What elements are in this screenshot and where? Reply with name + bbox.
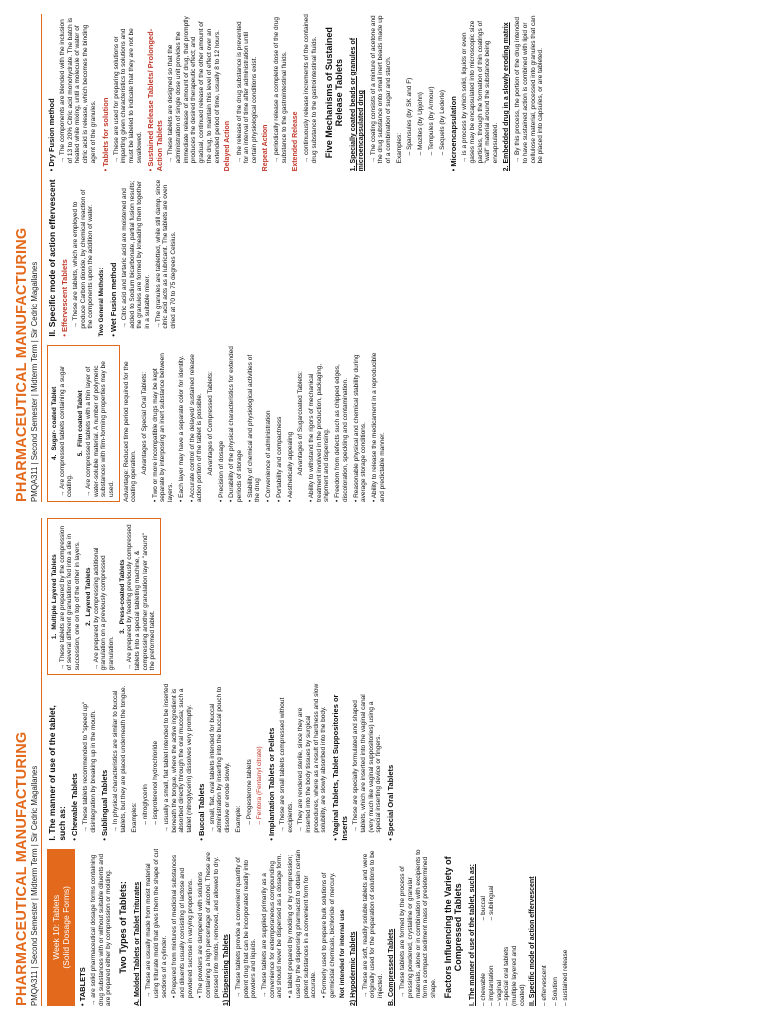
microencapsulation-text: → is a process by which solid, liquids or even gases may be encapsulated into microscopic size particles, through the formation of thin coatings of "wall" material around the substance being encapsulated. — [461, 20, 500, 164]
list-item: – nitroglycerin — [141, 784, 149, 825]
week-banner: Week 10: Tablets (Solid Dosage Forms) — [47, 849, 75, 1006]
hypodermic-tablets-heading: 2) Hypodermic Tablets — [350, 931, 358, 1006]
buccal-heading: • Buccal Tablets — [197, 683, 206, 840]
manner-of-use-section-heading: I. The manner of use of the tablet, such as: — [47, 705, 67, 841]
tablets-for-solution-text: → These are used for preparing solutions or imparting given characteristics to solutions and must be labeled to indicate that they are not be swallowed. — [112, 28, 143, 164]
sublingual-text-1: → In physical characteristics are similar to buccal tablets, but they are placed underneath the tongue. — [112, 685, 128, 833]
item-title: Layered Tablets — [84, 567, 92, 617]
page-one — [14, 518, 758, 1006]
two-types-heading: Two Types of Tablets: — [118, 881, 129, 974]
dispensing-text-4: • Formerly used to prepare bulk solutions of germicidal chemicals, bichloride of mercury. — [320, 872, 336, 998]
dispensing-text-3: • a tablet prepared by molding or by compression; used by the dispensing pharmacist to obtain certain potent substances in a convenient form for accurate. — [287, 849, 318, 998]
five-mechanisms-heading: Five Mechanisms of Sustained Release Tablets — [323, 27, 345, 159]
list-item: • Aesthetically appealing — [286, 431, 294, 502]
list-item: – Mozites (by Upjohn) — [417, 92, 425, 156]
molded-tablets-heading: A. Molded Tablets or Tablet Triturates — [133, 881, 141, 1006]
extended-release-text: → continuously release increments of the contained drug substance to the gastrointestinal fluids. — [303, 14, 318, 164]
list-item: • Stability of chemical and physiological activities of the drug — [246, 354, 262, 502]
molded-text-1: → These are usually made from moist material using triturate mold that gives them the shape of cut sections of a cylinder. — [145, 848, 168, 998]
dispensing-tablets-heading: 1) Dispensing Tablets — [223, 934, 231, 1006]
buccal-text: → small, flat, oval tablets intended for buccal administration by inserting into the buccal pouch to dissolve or erode slowly. — [208, 686, 232, 833]
adv-compressed-heading: Advantages of Compressed Tablets: — [206, 371, 214, 476]
list-item: – chewable — [480, 973, 488, 1006]
list-item: • Precision of dosage — [217, 440, 225, 502]
layered-heading — [85, 523, 93, 670]
vaginal-text: → These are specially formulated and shaped tablets, which are inserted into the vaginal canal (very much like vaginal suppositories) using a special inserting device or fingers. — [352, 694, 383, 833]
list-item: – effervescent — [540, 965, 548, 1006]
sugar-coated-heading — [51, 350, 59, 497]
list-item: • Convenience of administration — [265, 410, 273, 502]
item-title: Film coated Tablet — [77, 390, 85, 447]
examples-label: Examples: — [395, 132, 403, 164]
item-title: Sugar- coated Tablet — [51, 386, 58, 451]
item-number: 5. — [77, 450, 85, 457]
item-title: Press-coated Tablets — [118, 559, 126, 625]
chewable-text: → These tablets recommended to "speed up" disintegration by breaking up in the mouth. — [82, 701, 97, 833]
list-item: • Accurate control of the delayed/ sustained release action portion of the tablet is possible. — [188, 354, 204, 502]
item-number: 2. — [84, 620, 92, 626]
list-item: • Portability and compactness — [275, 416, 283, 502]
dispensing-text-1: → These tablets provide a convenient quantity of potent drug that can be incorporated readily into powders and liquids. — [234, 857, 258, 998]
list-item: – sublingual — [487, 885, 495, 921]
dispensing-text-5: Not intended for internal use — [339, 909, 347, 998]
list-item: – buccal — [480, 896, 488, 921]
advantage-text: Advantage: Reduced time period required for the coating operation. — [122, 361, 138, 502]
film-coated-heading — [77, 350, 85, 497]
page-two — [14, 14, 758, 502]
press-coated-heading — [119, 523, 127, 670]
multiple-layered-text: → These tablets are prepared by the compression of several different granulations fed into a die in succession, one on top of the other in layers. — [58, 525, 82, 671]
vaginal-heading: • Vaginal Tablets, Tablet Suppositories or Inserts — [331, 683, 349, 840]
effervescent-text: → These are tablets, which are employed to produce Carbon dioxide, by chemical reaction of the components upon the addition of water. — [72, 189, 95, 329]
page-one-column-1 — [47, 849, 758, 1006]
repeat-action-text: → periodically release a complete dose of the drug substance to the gastrointestinal fluids. — [273, 17, 289, 164]
adv-special-heading: Advantages of Special Oral Tablets: — [141, 371, 149, 475]
delayed-action-text: → the release of the drug substance is prevented for an interval of time after administration until certain physiological conditions exist. — [235, 21, 259, 164]
implantation-heading: • Implantation Tablets or Pellets — [267, 683, 276, 840]
special-oral-heading: • Special Oral Tablets — [386, 683, 395, 840]
dry-fusion-text: → The components are blended with the inclusion of 13 to 20% Citric acid monohydrate. The batch is heated while mixing, until a molecule of water of citric acid is release, which becomes the binding agent of the granules. — [59, 17, 97, 164]
wet-fusion-text-2: →The granules are tabletted, while still damp, since citric acid acts as a lubricant. The tablets are oven dried at 70 to 75 degrees Celsius. — [154, 179, 178, 329]
list-item: – Fentora (Fentanyl citrate) — [256, 746, 264, 825]
list-item: – special oral tablets (multiple layered and coated) — [503, 945, 526, 1006]
sustained-release-heading: • Sustained Release Tablets/ Prolonged-Action Tablets — [146, 14, 164, 171]
delayed-action-heading: Delayed Action — [224, 121, 232, 172]
dispensing-text-2: → These tablets are supplied primarily as a convenience for extemporaneous compounding and should never be dispensed as a dosage form. — [261, 853, 284, 998]
compressed-tablets-heading: B. Compressed Tablets — [387, 928, 395, 1006]
repeat-action-heading: Repeat Action — [261, 124, 269, 172]
page-one-columns — [47, 518, 758, 1006]
page-subtitle: PMQA311 | Second Semester | Midterm Term | Sir Cedric Magallanes — [30, 518, 42, 1006]
sustained-release-text: → These tablets are designed so that the administration of single dose unit provides the immediate release of amount of drug, that promptly produces the desired therapeutic effect; and gradual, continued release of the other amount of the drug, to maintain this level of effect over an extended period of time, usually 8 to 12 hours. — [167, 16, 221, 164]
list-item: – Tempules (by Armour) — [427, 86, 435, 156]
list-item: – implantation — [487, 965, 495, 1006]
molded-text-3: • The powders are dampened with solutions containing a high percentage of alcohol. These are pressed into molds, removed, and allowed to dry. — [197, 852, 220, 998]
page-one-column-3 — [47, 518, 758, 675]
list-item: • Durability of the physical characteristics for extended periods of storage — [228, 346, 244, 502]
mechanism-2-text: → By this process, the portion of the drug intended to have sustained action is combined with lipid or cellulose material, processed into granules that can be placed into capsules, or are tableted. — [514, 15, 545, 164]
item-title: Multiple Layered Tablets — [51, 554, 58, 630]
list-item: – Progesterone tablets — [245, 759, 253, 825]
microencapsulation-heading: • Microencapsulation — [449, 14, 458, 171]
sugar-coated-text: → Are compressed tablets containing a sugar coating. — [58, 365, 74, 497]
list-item: – sustained release — [562, 949, 570, 1006]
wet-fusion-heading: • Wet Fusion method — [109, 179, 118, 336]
hypodermic-text-1: → These are soft, readily soluble tablets and were originally used for the preparation of solutions to be injected. — [361, 850, 384, 998]
page-two-column-1 — [47, 345, 758, 502]
mechanism-1-text: → The coating consists of a mixture of acetone and the drug substance onto small inert beads made up of a combination of sugar and starch. — [369, 15, 393, 164]
manner-list-right — [480, 849, 526, 921]
compressed-text-1: → These tablets are formed by the process of pressing powdered, crystalline or granular materials, alone or in combination with excipients to form a compact sediment mass of predetermined shape. — [399, 849, 437, 998]
page-subtitle: PMQA311 | Second Semester | Midterm Term | Sir Cedric Magallanes — [30, 14, 42, 502]
specific-mode-section-heading: II. Specific mode of action effervescent — [47, 179, 57, 337]
specific-mode-heading: II. Specific mode of action effervescent — [529, 876, 537, 1006]
wet-fusion-text-1: → Citric acid and tartaric acid are moistened and added to Sodium bicarbonate, partial fusion results; the granules are formed by kneading them together in a suitable mixer. — [120, 180, 151, 329]
list-item: • Ability to withstand the rigors of mechanical treatment involved in the production, packaging, shipment and dispensing. — [307, 363, 331, 502]
item-number: 4. — [51, 454, 58, 460]
examples-label: Examples: — [130, 802, 138, 833]
page-two-columns — [47, 14, 758, 502]
list-item: • Two or more incompatible drugs may be kept separate by interposing an inert substance between layers. — [151, 353, 175, 502]
list-item: – vaginal — [495, 979, 503, 1006]
list-item: • Freedom from defects such as chipped edges, discoloration, speckling and contamination. — [334, 364, 349, 502]
chewable-heading: • Chewable Tablets — [70, 683, 79, 840]
special-oral-box — [47, 518, 161, 675]
implantation-text-2: → They are rendered sterile, since they are inserted into the body tissues by surgical procedures, where as a result of hardness and slow solubility, are slowly absorbed into the body. — [297, 683, 328, 833]
molded-text-2: • Prepared from mixtures of medicinal substances and diluents usually consisting of lactose and powdered sucrose in varying proportions. — [171, 854, 194, 998]
manner-list-left — [480, 934, 526, 1006]
adv-sugarcoated-heading: Advantages of Sugarcoated Tablets: — [297, 371, 305, 476]
page-title: PHARMACEUTICAL MANUFACTURING — [14, 227, 30, 502]
press-coated-text: → Are prepared by feeding previously compressed tablets into a special tableting machine, & compressing another granulation layer "around" the preformed tablet. — [126, 524, 157, 671]
implantation-text-1: → These are small tablets compressed without excipients. — [278, 697, 294, 833]
page-two-column-2 — [47, 179, 758, 336]
item-number: 1. — [51, 633, 58, 640]
sublingual-text-2: → usually a small, flat tablet intended to be inserted beneath the tongue, where the active ingredient is absorbed directly through the oral mucosa; such a tablet (nitroglycerin) dissolves very promptly. — [162, 683, 194, 833]
list-item: • Reasonable physical and chemical stability during average storage conditions. — [352, 354, 368, 502]
page-title: PHARMACEUTICAL MANUFACTURING — [14, 731, 30, 1006]
factors-heading: Factors Influencing the Variety of Compressed Tablets — [442, 856, 464, 999]
list-item: – isoproterenol hydrochloride — [152, 740, 160, 825]
film-coated-text: → Are compressed tablets with a thin layer of water-soluble material. A number of polymeric substances with film-forming properties may be used. — [84, 361, 115, 497]
list-item: • Ability to release the medicament in a reproducible and predictable manner. — [370, 352, 386, 502]
page-two-column-3 — [47, 14, 758, 171]
layered-text: → Are prepared by compressing additional granulation on a previously compressed granulation. — [92, 547, 115, 671]
dry-fusion-heading: • Dry Fusion method — [47, 14, 56, 171]
tablets-heading: • TABLETS — [78, 849, 87, 1006]
sublingual-heading: • Sublingual Tablets — [100, 683, 109, 840]
list-item: – Sequels (by Lederle) — [438, 89, 446, 156]
list-item: – Solution — [551, 977, 559, 1006]
effervescent-heading: • Effervescent Tablets — [60, 179, 69, 336]
tablets-definition: → are solid pharmaceutical dosage forms containing drug substances with or without suitable diluents and are prepared either by compression or molding. — [90, 853, 113, 1006]
page-one-column-2 — [47, 683, 758, 840]
manner-of-use-list — [480, 849, 526, 1006]
item-number: 3. — [118, 628, 126, 634]
list-item: • Each layer may have a separate color for identity. — [177, 355, 185, 502]
mechanism-1-heading: 1. Specially coated beads or granules of microencapsulated drug — [349, 37, 366, 172]
multiple-layered-heading — [51, 523, 59, 670]
coated-tablets-box — [47, 345, 120, 502]
example-label: Example: — [234, 805, 242, 833]
extended-release-heading: Extended Release — [291, 111, 299, 172]
tablets-for-solution-heading: • Tablets for solution — [101, 14, 110, 171]
two-methods-heading: Two General Methods: — [98, 267, 106, 337]
mechanism-2-heading: 2. Embedded drug in a slowly eroding matrix — [502, 22, 510, 172]
list-item: – Spansules (by SK and F) — [406, 77, 414, 156]
manner-of-use-heading: I. The manner of use of the tablet, such as: — [468, 864, 476, 1006]
